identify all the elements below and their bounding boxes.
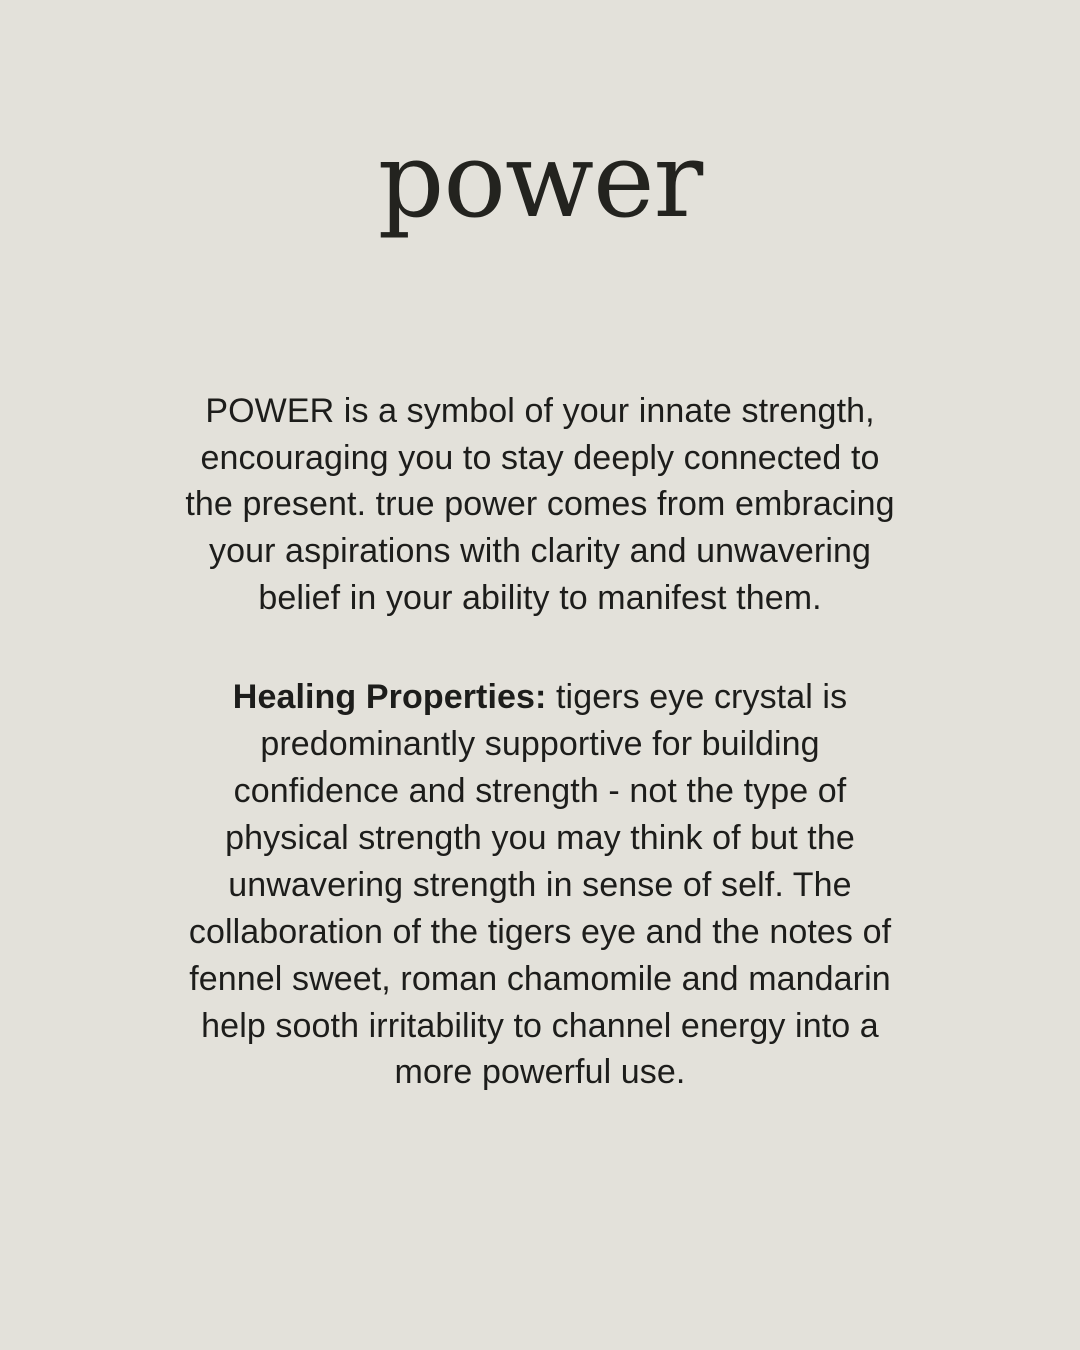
healing-properties-text: tigers eye crystal is predominantly supportive for building confidence and strength - not the type of physical strength you may think of but the unwavering strength in sense of self. The collaboration of the tigers eye and the notes of fennel sweet, roman chamomile and mandarin help sooth irritability to channel energy into a more powerful use. xyxy=(188,678,892,1092)
healing-properties-label: Healing Properties: xyxy=(232,678,547,717)
intro-paragraph: POWER is a symbol of your innate strength, encouraging you to stay deeply connected to the present. true power comes from embracing your aspirations with clarity and unwavering belief in your ability to manifest them. xyxy=(185,391,895,618)
description-body xyxy=(185,302,895,1131)
healing-properties-paragraph xyxy=(185,674,895,1096)
page-title: power xyxy=(377,119,703,241)
